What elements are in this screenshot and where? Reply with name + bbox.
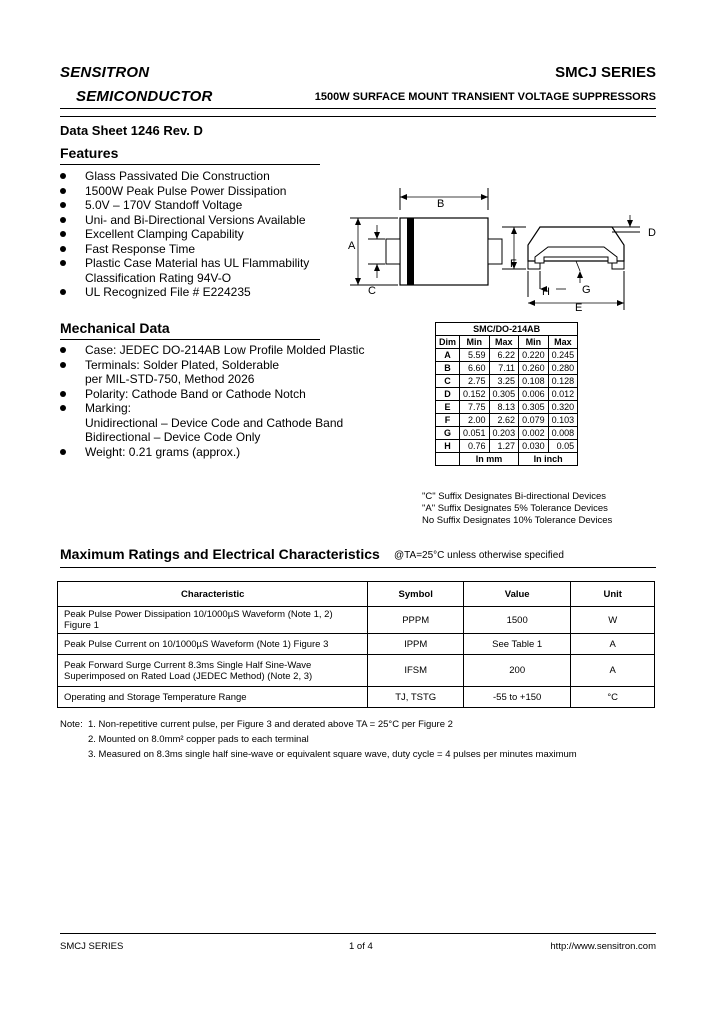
- footer-url[interactable]: http://www.sensitron.com: [550, 941, 656, 952]
- bullet-icon: [60, 217, 66, 223]
- list-item: Plastic Case Material has UL Flammability: [60, 256, 309, 271]
- dim-label-h: H: [542, 286, 550, 298]
- notes: [60, 717, 577, 762]
- dim-label-c: C: [368, 285, 376, 297]
- table-row: B 6.60 7.11 0.260 0.280: [436, 362, 578, 375]
- table-row: F 2.00 2.62 0.079 0.103: [436, 414, 578, 427]
- notes-label: Note:: [60, 719, 83, 730]
- bullet-icon: [60, 289, 66, 295]
- bullet-icon: [60, 231, 66, 237]
- bullet-icon: [60, 188, 66, 194]
- mechanical-underline: [60, 339, 320, 340]
- features-title: Features: [60, 145, 119, 161]
- bullet-icon: [60, 362, 66, 368]
- list-item: Glass Passivated Die Construction: [60, 169, 309, 184]
- series-title: SMCJ SERIES: [555, 64, 656, 81]
- table-row: E 7.75 8.13 0.305 0.320: [436, 401, 578, 414]
- dim-label-e: E: [575, 302, 583, 314]
- ratings-title: Maximum Ratings and Electrical Characteristics: [60, 546, 380, 562]
- dim-label-b: B: [437, 198, 445, 210]
- dim-label-d: D: [648, 227, 656, 239]
- dimension-table-title: SMC/DO-214AB: [436, 323, 578, 336]
- dim-label-a: A: [348, 240, 356, 252]
- note-2: 2. Mounted on 8.0mm² copper pads to each terminal: [88, 734, 309, 745]
- header-divider-top: [60, 108, 656, 109]
- page-number: 1 of 4: [349, 941, 373, 952]
- bullet-icon: [60, 173, 66, 179]
- table-row: Peak Forward Surge Current 8.3ms Single Half Sine-Wave Superimposed on Rated Load (JEDEC Method) (Note 2, 3) IFSM 200 A: [58, 655, 655, 687]
- bullet-icon: [60, 347, 66, 353]
- unit-mm: In mm: [460, 453, 519, 466]
- table-row: Peak Pulse Current on 10/1000µS Waveform (Note 1) Figure 3 IPPM See Table 1 A: [58, 634, 655, 655]
- ratings-table: Characteristic Symbol Value Unit Peak Pulse Power Dissipation 10/1000µS Waveform (Note 1, 2) Figure 1 PPPM 1500 W Peak Pulse Current on 10/1000µS Waveform (Note 1) Figure 3 IPPM See Table 1 A Peak Forward Surge Current 8.3ms Single Half Sine-Wave Superimposed on Rated Load (JEDEC Method) (Note 2, 3) IFSM 200 A Operating and Storage Temperature Range TJ, TSTG -55 to +150 °C: [57, 581, 655, 708]
- table-row: H 0.76 1.27 0.030 0.05: [436, 440, 578, 453]
- list-item-continuation: per MIL-STD-750, Method 2026: [85, 372, 255, 386]
- mechanical-title: Mechanical Data: [60, 320, 170, 336]
- unit-inch: In inch: [519, 453, 578, 466]
- terminal-left: [386, 239, 400, 264]
- bullet-icon: [60, 405, 66, 411]
- bullet-icon: [60, 246, 66, 252]
- list-item: 1500W Peak Pulse Power Dissipation: [60, 184, 309, 199]
- table-row: Operating and Storage Temperature Range TJ, TSTG -55 to +150 °C: [58, 687, 655, 708]
- list-item: Polarity: Cathode Band or Cathode Notch: [60, 387, 364, 402]
- list-item: Marking:: [60, 401, 364, 416]
- header-divider-bottom: [60, 116, 656, 117]
- list-item-continuation: Bidirectional – Device Code Only: [85, 430, 261, 444]
- suffix-note-c: "C" Suffix Designates Bi-directional Devices: [422, 491, 606, 502]
- series-subtitle: 1500W SURFACE MOUNT TRANSIENT VOLTAGE SUPPRESSORS: [314, 91, 656, 103]
- suffix-note-a: "A" Suffix Designates 5% Tolerance Devices: [422, 503, 608, 514]
- ratings-divider: [60, 567, 656, 568]
- footer-series: SMCJ SERIES: [60, 941, 124, 952]
- table-row: G 0.051 0.203 0.002 0.008: [436, 427, 578, 440]
- list-item: Terminals: Solder Plated, Solderable: [60, 358, 364, 373]
- datasheet-number: Data Sheet 1246 Rev. D: [60, 123, 203, 138]
- table-row: A 5.59 6.22 0.220 0.245: [436, 349, 578, 362]
- list-item: Weight: 0.21 grams (approx.): [60, 445, 364, 460]
- bullet-icon: [60, 449, 66, 455]
- note-3: 3. Measured on 8.3ms single half sine-wave or equivalent square wave, duty cycle = 4 pulses per minutes maximum: [88, 749, 577, 760]
- dim-label-g: G: [582, 284, 591, 296]
- mechanical-list: [60, 343, 364, 459]
- list-item: Excellent Clamping Capability: [60, 227, 309, 242]
- note-1: 1. Non-repetitive current pulse, per Figure 3 and derated above TA = 25°C per Figure 2: [88, 719, 453, 730]
- suffix-note-none: No Suffix Designates 10% Tolerance Devices: [422, 515, 613, 526]
- terminal-right: [488, 239, 502, 264]
- table-row: C 2.75 3.25 0.108 0.128: [436, 375, 578, 388]
- dimension-table: SMC/DO-214AB Dim Min Max Min Max A 5.59 6.22 0.220 0.245 B 6.60 7.11 0.260 0.280 C 2.75 3.25 0.108 0.128 D 0.152 0.305 0.006 0.012 E 7.75 8.13 0.305 0.320 F 2.00 2.62 0.079 0.103 G 0.051 0.203 0.002 0.008 H 0.76 1.27 0.030 0.05 In mm In inch: [435, 322, 578, 466]
- list-item: Fast Response Time: [60, 242, 309, 257]
- features-underline: [60, 164, 320, 165]
- bullet-icon: [60, 391, 66, 397]
- bullet-icon: [60, 202, 66, 208]
- features-list: [60, 169, 309, 300]
- package-outline-diagram: [330, 185, 660, 315]
- list-item: 5.0V – 170V Standoff Voltage: [60, 198, 309, 213]
- cathode-band: [407, 218, 414, 285]
- footer-divider: [60, 933, 656, 934]
- list-item: Uni- and Bi-Directional Versions Available: [60, 213, 309, 228]
- bullet-icon: [60, 260, 66, 266]
- ratings-condition: @TA=25°C unless otherwise specified: [394, 550, 564, 561]
- list-item: UL Recognized File # E224235: [60, 285, 309, 300]
- dim-label-f: F: [510, 258, 517, 270]
- table-row: D 0.152 0.305 0.006 0.012: [436, 388, 578, 401]
- company-name-line2: SEMICONDUCTOR: [76, 88, 213, 105]
- list-item: Case: JEDEC DO-214AB Low Profile Molded Plastic: [60, 343, 364, 358]
- list-item-continuation: Unidirectional – Device Code and Cathode Band: [85, 415, 344, 430]
- table-row: Peak Pulse Power Dissipation 10/1000µS Waveform (Note 1, 2) Figure 1 PPPM 1500 W: [58, 607, 655, 634]
- list-item-continuation: Classification Rating 94V-O: [85, 270, 232, 285]
- company-name-line1: SENSITRON: [60, 64, 150, 81]
